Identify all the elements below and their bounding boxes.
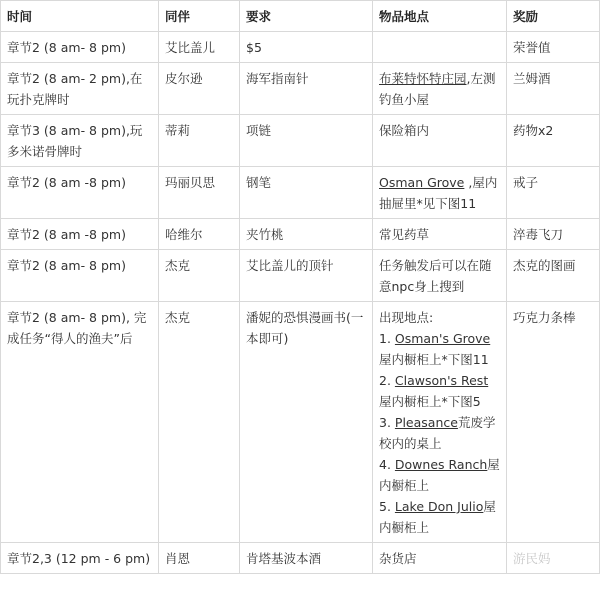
header-reward: 奖励 — [507, 1, 600, 32]
cell-companion: 杰克 — [159, 302, 240, 543]
cell-requirement: 项链 — [240, 115, 373, 167]
header-location: 物品地点 — [373, 1, 507, 32]
cell-reward: 杰克的图画 — [507, 250, 600, 302]
list-item: 4. Downes Ranch屋内橱柜上 — [379, 457, 500, 493]
cell-companion: 蒂莉 — [159, 115, 240, 167]
cell-reward: 荣誉值 — [507, 32, 600, 63]
list-item: 2. Clawson's Rest屋内橱柜上*下图5 — [379, 373, 489, 409]
location-header: 出现地点: — [379, 310, 434, 325]
cell-requirement: $5 — [240, 32, 373, 63]
location-link[interactable]: 布莱特怀特庄园 — [379, 71, 467, 86]
list-item: 3. Pleasance荒废学校内的桌上 — [379, 415, 496, 451]
table-row — [1, 63, 600, 115]
location-link[interactable]: Osman Grove — [379, 175, 465, 190]
cell-time: 章节2 (8 am -8 pm) — [1, 167, 159, 219]
cell-location — [373, 302, 507, 543]
cell-reward: 兰姆酒 — [507, 63, 600, 115]
cell-requirement: 钢笔 — [240, 167, 373, 219]
table-row — [1, 543, 600, 574]
location-link[interactable]: Lake Don Julio — [394, 499, 484, 514]
cell-requirement: 海军指南针 — [240, 63, 373, 115]
cell-companion: 皮尔逊 — [159, 63, 240, 115]
location-link[interactable]: Clawson's Rest — [394, 373, 489, 388]
table-row — [1, 167, 600, 219]
cell-companion: 哈维尔 — [159, 219, 240, 250]
location-text: ,屋内抽屉里*见下图11 — [379, 175, 498, 211]
header-requirement: 要求 — [240, 1, 373, 32]
cell-time: 章节2 (8 am- 8 pm), 完成任务“得人的渔夫”后 — [1, 302, 159, 543]
header-time: 时间 — [1, 1, 159, 32]
cell-requirement: 艾比盖儿的顶针 — [240, 250, 373, 302]
cell-requirement: 夹竹桃 — [240, 219, 373, 250]
cell-reward: 戒子 — [507, 167, 600, 219]
cell-location: 任务触发后可以在随意npc身上搜到 — [373, 250, 507, 302]
cell-requirement: 肯塔基波本酒 — [240, 543, 373, 574]
table-row — [1, 219, 600, 250]
cell-requirement: 潘妮的恐惧漫画书(一本即可) — [240, 302, 373, 543]
cell-location: 杂货店 — [373, 543, 507, 574]
table-row — [1, 115, 600, 167]
cell-time: 章节2 (8 am- 2 pm),在玩扑克牌时 — [1, 63, 159, 115]
cell-companion: 杰克 — [159, 250, 240, 302]
cell-reward: 药物x2 — [507, 115, 600, 167]
cell-location — [373, 63, 507, 115]
list-item: 1. Osman's Grove屋内橱柜上*下图11 — [379, 331, 491, 367]
cell-companion: 艾比盖儿 — [159, 32, 240, 63]
cell-location: 常见药草 — [373, 219, 507, 250]
list-item: 5. Lake Don Julio屋内橱柜上 — [379, 499, 496, 535]
cell-location: 保险箱内 — [373, 115, 507, 167]
cell-location — [373, 32, 507, 63]
cell-reward: 游民妈 — [507, 543, 600, 574]
location-text: ,左测钓鱼小屋 — [379, 71, 496, 107]
location-link[interactable]: Osman's Grove — [394, 331, 491, 346]
cell-time: 章节2 (8 am- 8 pm) — [1, 250, 159, 302]
cell-time: 章节2 (8 am -8 pm) — [1, 219, 159, 250]
cell-companion: 肖恩 — [159, 543, 240, 574]
table-row — [1, 250, 600, 302]
cell-companion: 玛丽贝思 — [159, 167, 240, 219]
cell-location — [373, 167, 507, 219]
location-link[interactable]: Pleasance — [394, 415, 458, 430]
cell-time: 章节3 (8 am- 8 pm),玩多米诺骨牌时 — [1, 115, 159, 167]
header-companion: 同伴 — [159, 1, 240, 32]
location-link[interactable]: Downes Ranch — [394, 457, 488, 472]
table-row — [1, 302, 600, 543]
cell-reward: 巧克力条棒 — [507, 302, 600, 543]
cell-time: 章节2 (8 am- 8 pm) — [1, 32, 159, 63]
cell-reward: 淬毒飞刀 — [507, 219, 600, 250]
header-row — [1, 1, 600, 32]
table-row — [1, 32, 600, 63]
cell-time: 章节2,3 (12 pm - 6 pm) — [1, 543, 159, 574]
